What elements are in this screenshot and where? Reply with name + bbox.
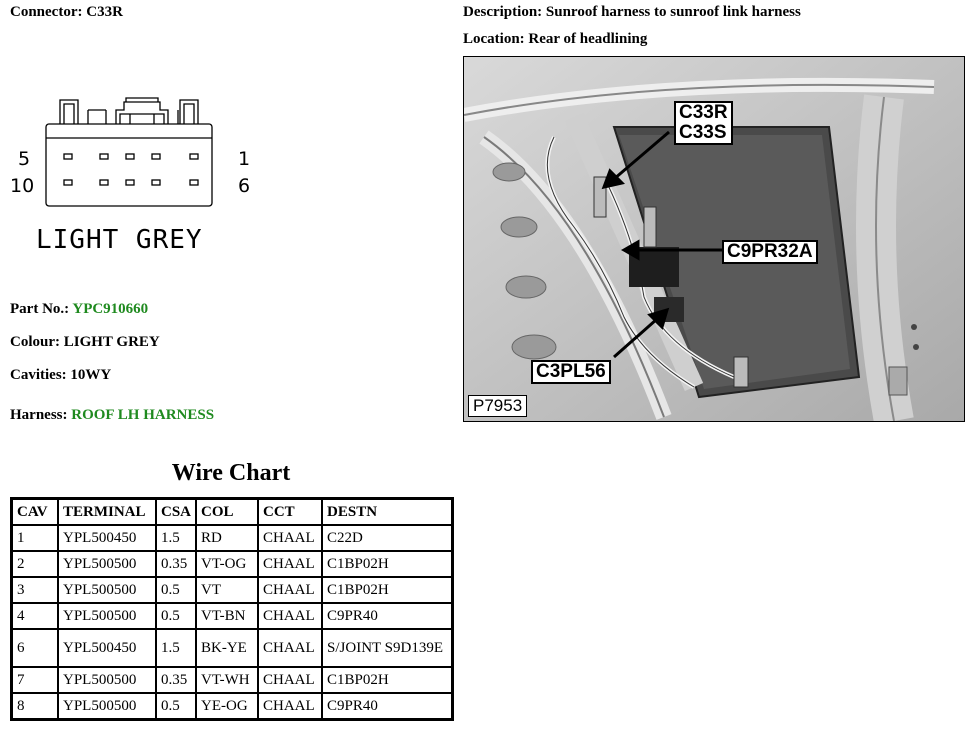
cell-terminal: YPL500450 — [58, 629, 156, 667]
wire-chart-header-row — [12, 499, 453, 526]
header-destn: DESTN — [322, 499, 453, 526]
callout-c33s: C33S — [679, 122, 727, 143]
cell-cav: 4 — [12, 603, 59, 629]
diagram-colour-caption: LIGHT GREY — [36, 225, 203, 255]
cell-destn: C9PR40 — [322, 603, 453, 629]
cell-col: VT-WH — [196, 667, 258, 693]
cell-destn: C1BP02H — [322, 577, 453, 603]
cell-terminal: YPL500500 — [58, 693, 156, 720]
cell-csa: 0.5 — [156, 603, 196, 629]
cell-cav: 7 — [12, 667, 59, 693]
wire-chart-title: Wire Chart — [171, 460, 291, 486]
cell-col: YE-OG — [196, 693, 258, 720]
harness-label: Harness: — [10, 407, 68, 423]
part-no-link[interactable]: YPC910660 — [72, 301, 149, 317]
table-row — [12, 603, 453, 629]
cavities-label: Cavities: — [10, 367, 67, 383]
cell-csa: 1.5 — [156, 525, 196, 551]
cell-cct: CHAAL — [258, 525, 322, 551]
cell-destn: S/JOINT S9D139E — [322, 629, 453, 667]
cell-cct: CHAAL — [258, 693, 322, 720]
table-row — [12, 577, 453, 603]
table-row — [12, 667, 453, 693]
cell-csa: 0.35 — [156, 551, 196, 577]
cell-cav: 1 — [12, 525, 59, 551]
callout-c9pr32a: C9PR32A — [722, 240, 818, 264]
cell-csa: 1.5 — [156, 629, 196, 667]
cavities-value: 10WY — [70, 367, 112, 383]
pin-5-label: 5 — [18, 148, 31, 170]
cell-terminal: YPL500500 — [58, 603, 156, 629]
location-line — [463, 31, 647, 48]
cell-csa: 0.5 — [156, 577, 196, 603]
header-csa: CSA — [156, 499, 196, 526]
cell-terminal: YPL500500 — [58, 551, 156, 577]
cell-csa: 0.35 — [156, 667, 196, 693]
pin-6-label: 6 — [238, 175, 251, 197]
pin-1-label: 1 — [238, 148, 251, 170]
cell-cav: 6 — [12, 629, 59, 667]
table-row — [12, 525, 453, 551]
cavities-line — [10, 367, 111, 384]
cell-cct: CHAAL — [258, 551, 322, 577]
cell-destn: C1BP02H — [322, 667, 453, 693]
cell-cct: CHAAL — [258, 629, 322, 667]
pin-10-label: 10 — [10, 175, 35, 197]
description-value: Sunroof harness to sunroof link harness — [545, 4, 801, 20]
cell-cct: CHAAL — [258, 577, 322, 603]
cell-terminal: YPL500500 — [58, 577, 156, 603]
connector-line — [10, 4, 123, 21]
cell-cct: CHAAL — [258, 667, 322, 693]
cell-col: VT-OG — [196, 551, 258, 577]
part-no-line — [10, 301, 148, 318]
connector-value: C33R — [86, 4, 123, 20]
part-no-label: Part No.: — [10, 301, 70, 317]
header-cct: CCT — [258, 499, 322, 526]
cell-cct: CHAAL — [258, 603, 322, 629]
cell-col: RD — [196, 525, 258, 551]
callout-c33r-c33s — [674, 101, 733, 145]
harness-link[interactable]: ROOF LH HARNESS — [71, 407, 215, 423]
cell-terminal: YPL500500 — [58, 667, 156, 693]
header-cav: CAV — [12, 499, 59, 526]
table-row — [12, 629, 453, 667]
cell-destn: C22D — [322, 525, 453, 551]
harness-line — [10, 407, 214, 424]
cell-destn: C9PR40 — [322, 693, 453, 720]
location-value: Rear of headlining — [528, 31, 648, 47]
location-label: Location: — [463, 31, 525, 47]
table-row — [12, 693, 453, 720]
cell-cav: 2 — [12, 551, 59, 577]
connector-label: Connector: — [10, 4, 83, 20]
header-col: COL — [196, 499, 258, 526]
table-row — [12, 551, 453, 577]
callout-c33r: C33R — [679, 102, 728, 123]
colour-line — [10, 334, 160, 351]
colour-value: LIGHT GREY — [63, 334, 160, 350]
colour-label: Colour: — [10, 334, 60, 350]
cell-csa: 0.5 — [156, 693, 196, 720]
location-photo — [463, 56, 965, 422]
description-line — [463, 4, 801, 21]
cell-cav: 8 — [12, 693, 59, 720]
cell-cav: 3 — [12, 577, 59, 603]
cell-terminal: YPL500450 — [58, 525, 156, 551]
connector-diagram — [8, 88, 258, 258]
cell-destn: C1BP02H — [322, 551, 453, 577]
description-label: Description: — [463, 4, 543, 20]
wire-chart-body — [12, 525, 453, 720]
callout-c3pl56: C3PL56 — [531, 360, 611, 384]
wire-chart-table — [10, 497, 454, 721]
photo-image-id: P7953 — [468, 395, 527, 417]
cell-col: BK-YE — [196, 629, 258, 667]
cell-col: VT-BN — [196, 603, 258, 629]
cell-col: VT — [196, 577, 258, 603]
header-terminal: TERMINAL — [58, 499, 156, 526]
